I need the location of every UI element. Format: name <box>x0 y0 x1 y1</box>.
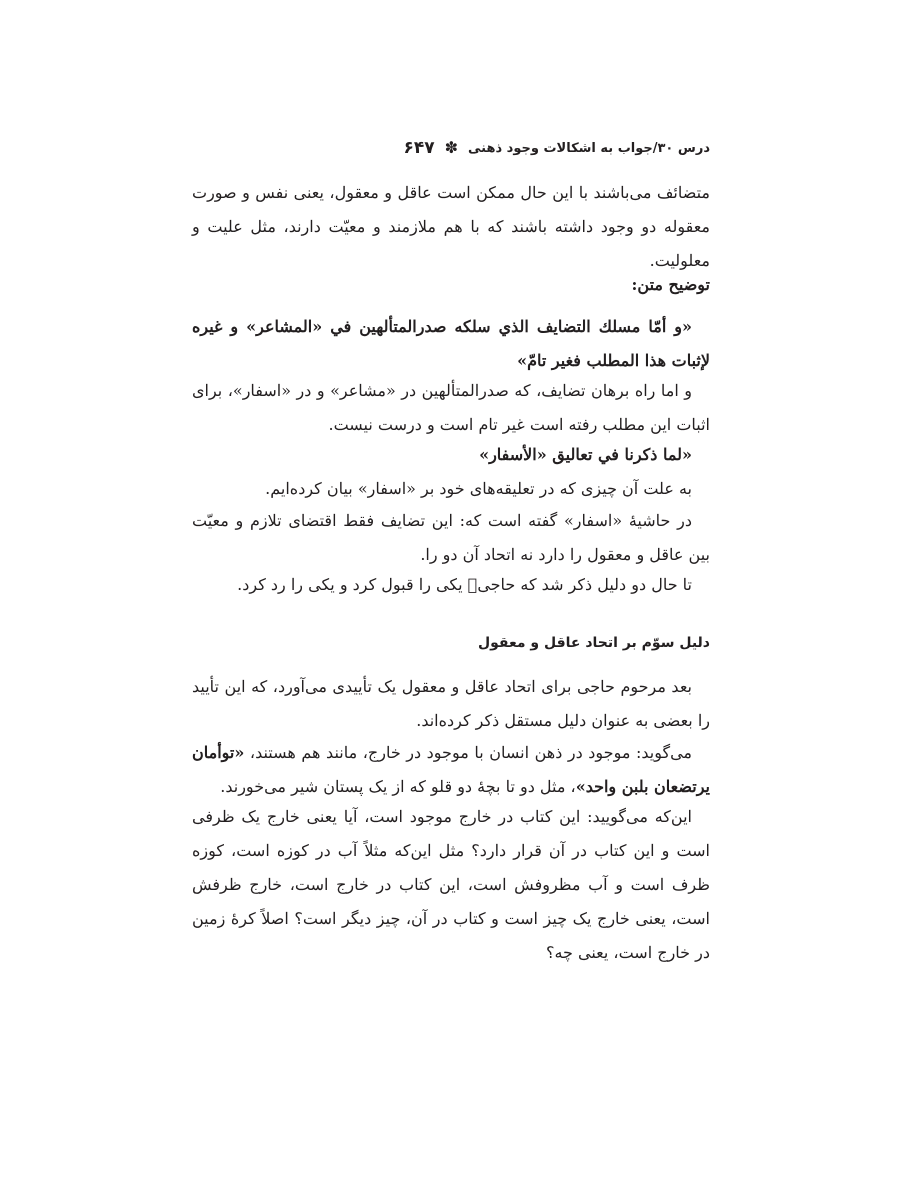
ornament-icon: ✽ <box>444 138 458 157</box>
paragraph-explanation-3: در حاشیهٔ «اسفار» گفته است که: این تضایف فقط اقتضای تلازم و معیّت بین عاقل و معقول را دارد نه اتحاد آن دو را. <box>192 511 710 564</box>
chapter-title: درس ۳۰/جواب به اشکالات وجود ذهنی <box>468 140 710 156</box>
paragraph-section-2-tail: ، مثل دو تا بچهٔ دو قلو که از یک پستان شیر می‌خورند. <box>220 777 576 796</box>
arabic-quote-1: «و أمّا مسلك التضايف الذي سلكه صدرالمتألهين في «المشاعر» و غيره لإثبات هذا المطلب فغير تامّ» <box>192 317 710 370</box>
paragraph-section-1: بعد مرحوم حاجی برای اتحاد عاقل و معقول یک تأییدی می‌آورد، که این تأیید را بعضی به عنوان دلیل مستقل ذکر کرده‌اند. <box>192 677 710 730</box>
page-number: ۶۴۷ <box>403 138 435 158</box>
paragraph-explanation-2: به علت آن چیزی که در تعلیقه‌های خود بر «اسفار» بیان کرده‌ایم. <box>265 479 692 498</box>
paragraph-continuation: متضائف می‌باشند با این حال ممکن است عاقل و معقول، یعنی نفس و صورت معقوله دو وجود داشته باشند که با هم ملازمند و معیّت دارند، مثل علیت و معلولیت. <box>192 183 710 270</box>
running-header <box>190 134 710 162</box>
arabic-quote-2: «لما ذكرنا في تعاليق «الأسفار» <box>479 445 692 464</box>
section-heading-third-argument: دلیل سوّم بر اتحاد عاقل و معقول <box>477 635 710 651</box>
section-heading-explanation: توضیح متن: <box>631 275 710 294</box>
paragraph-explanation-1: و اما راه برهان تضایف، که صدرالمتألهین در «مشاعر» و در «اسفار»، برای اثبات این مطلب رفته است غیر تام است و درست نیست. <box>192 381 710 434</box>
arabic-inline-quote: «توأمان يرتضعان بلبن واحد» <box>192 743 710 796</box>
paragraph-section-3: این‌که می‌گویید: این کتاب در خارج موجود است، آیا یعنی خارج یک ظرفی است و این کتاب در آن قرار دارد؟ مثل این‌که مثلاً آب در کوزه است، کوزه ظرف است و آب مظروفش است، این کتاب در خارج است، خارج ظرفش است، یعنی خارج یک چیز است و کتاب در آن، چیز دیگر است؟ اصلاً کرهٔ زمین در خارج است، یعنی چه؟ <box>192 807 710 962</box>
paragraph-section-2-lead: می‌گوید: موجود در ذهن انسان با موجود در خارج، مانند هم هستند، <box>244 743 692 762</box>
paragraph-explanation-4: تا حال دو دلیل ذکر شد که حاجی﷫ یکی را قبول کرد و یکی را رد کرد. <box>237 575 692 594</box>
paragraph-section-2 <box>192 736 710 804</box>
